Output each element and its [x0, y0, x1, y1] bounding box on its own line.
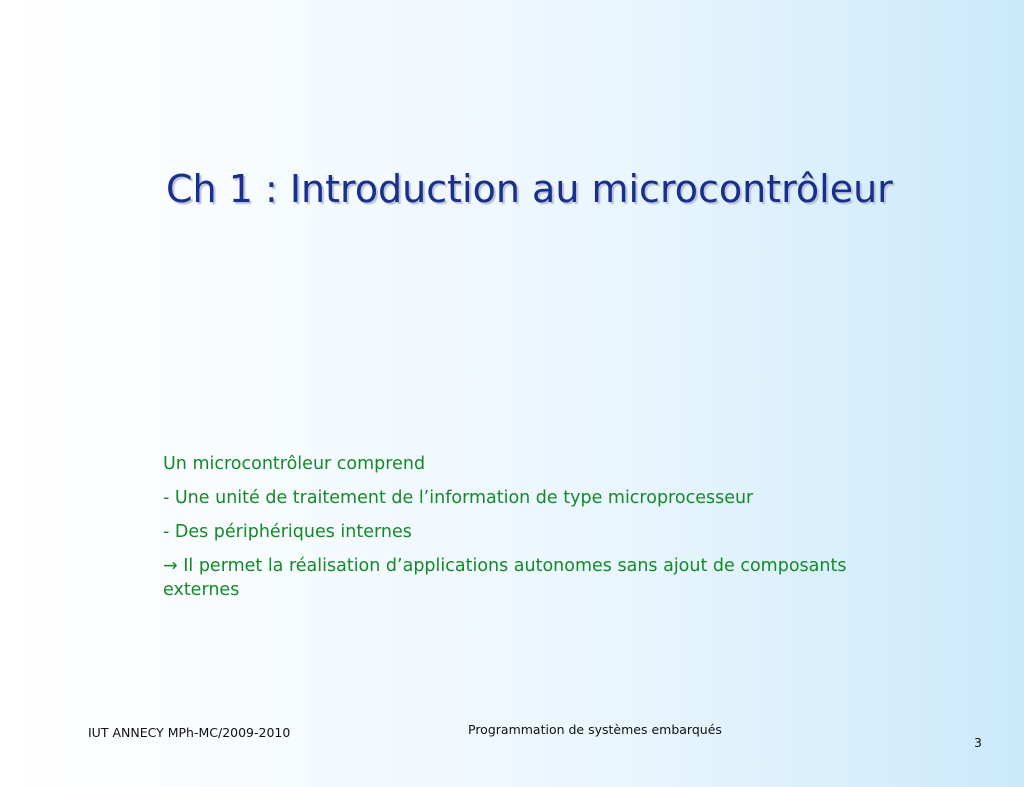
right-arrow-icon: →: [163, 556, 178, 576]
body-line-intro: Un microcontrôleur comprend: [163, 454, 426, 474]
footer-center: Programmation de systèmes embarqués: [468, 722, 722, 737]
page-number: 3: [974, 735, 982, 750]
footer-left: IUT ANNECY MPh-MC/2009-2010: [88, 725, 291, 740]
slide-title: Ch 1 : Introduction au microcontrôleur: [166, 167, 893, 211]
body-line-conclusion: [163, 554, 883, 602]
body-line-bullet-2: - Des périphériques internes: [163, 522, 412, 542]
body-line-conclusion-text: Il permet la réalisation d’applications autonomes sans ajout de composants externes: [163, 556, 847, 600]
slide-body: [163, 452, 883, 612]
body-line-bullet-1: - Une unité de traitement de l’information de type microprocesseur: [163, 488, 754, 508]
